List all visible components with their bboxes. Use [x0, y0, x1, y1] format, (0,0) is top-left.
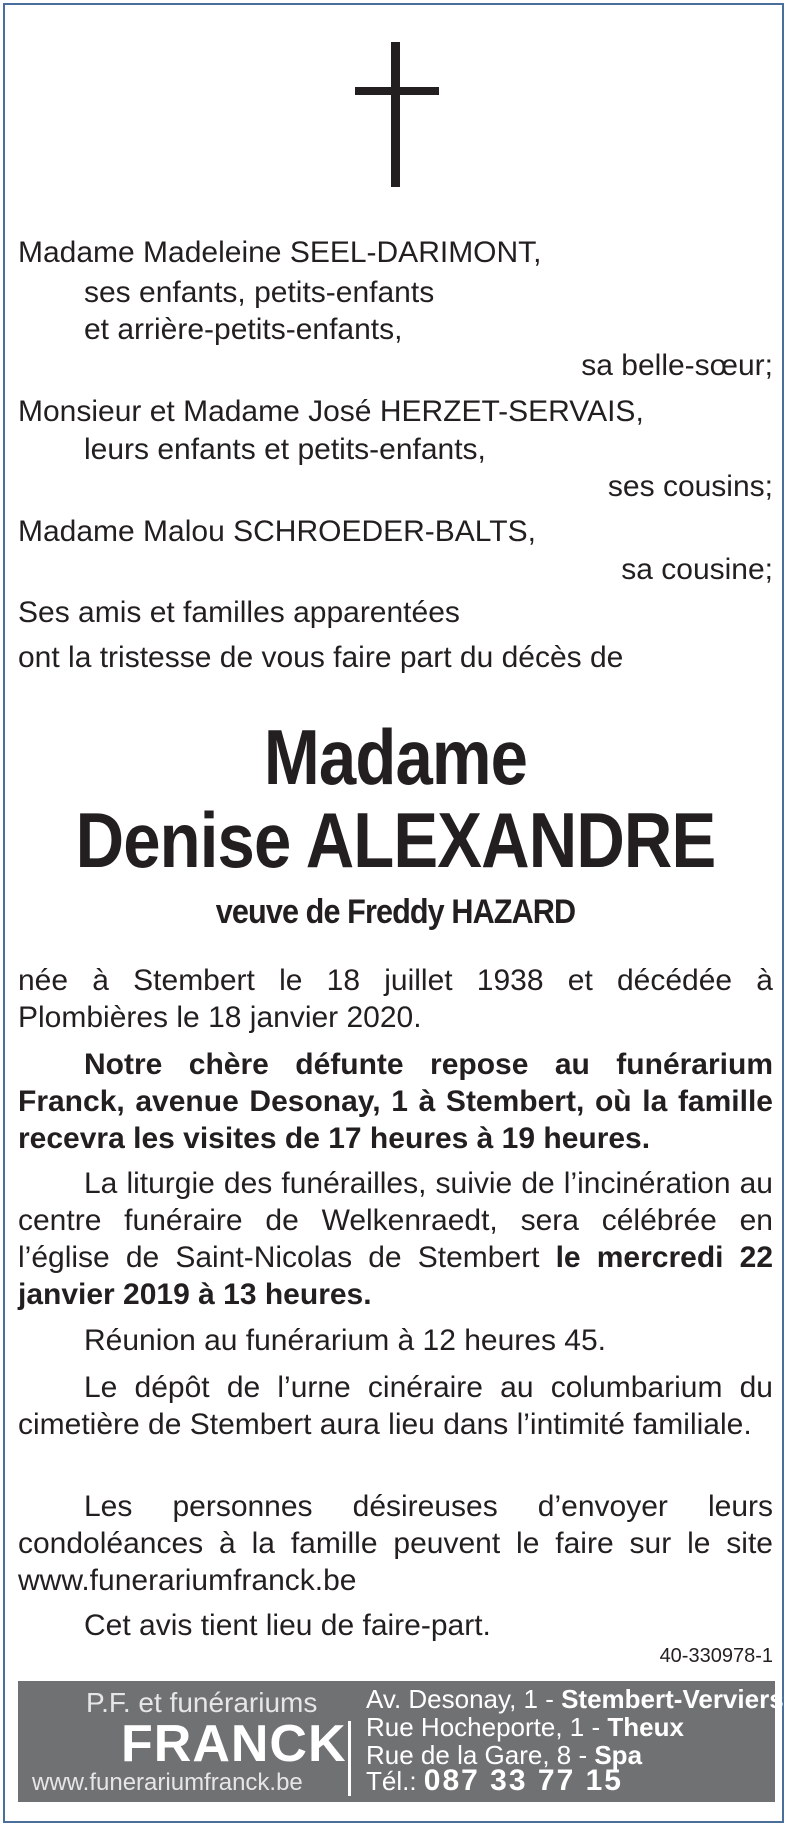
deceased-name: Denise ALEXANDRE [75, 796, 716, 884]
family-line: Ses amis et familles apparentées [18, 596, 460, 629]
funeral-home-footer [18, 1681, 784, 1802]
liturgy-text: La liturgie des funérailles, suivie de l’incinération au centre funéraire de Welkenraedt, sera célébrée en l’église de Saint-Nicolas de Stembert [18, 1167, 773, 1274]
reference-number: 40-330978-1 [659, 1645, 773, 1667]
footer-address: Rue de la Gare, 8 - Spa [366, 1740, 643, 1770]
family-line: leurs enfants et petits-enfants, [84, 433, 486, 466]
footer-pf: P.F. et funérariums [86, 1687, 318, 1718]
repose-paragraph: Notre chère défunte repose au funérarium Franck, avenue Desonay, 1 à Stembert, où la famille recevra les visites de 17 heures à 19 heures. [18, 1048, 773, 1155]
family-line: Monsieur et Madame José HERZET-SERVAIS, [18, 395, 644, 428]
deceased-title: Madame [263, 713, 528, 801]
widow-of: veuve de Freddy HAZARD [215, 893, 576, 931]
footer-divider [348, 1721, 351, 1796]
footer-phone: Tél.: 087 33 77 15 [366, 1764, 623, 1797]
family-line: Madame Malou SCHROEDER-BALTS, [18, 515, 536, 548]
footer-address: Av. Desonay, 1 - Stembert-Verviers [366, 1684, 784, 1714]
footer-website[interactable]: www.funerariumfranck.be [32, 1769, 303, 1796]
family-relation: sa belle-sœur; [581, 349, 773, 382]
family-relation: sa cousine; [621, 553, 773, 586]
family-line: et arrière-petits-enfants, [84, 313, 403, 346]
reunion-paragraph: Réunion au funérarium à 12 heures 45. [84, 1324, 607, 1357]
notice-paragraph: Cet avis tient lieu de faire-part. [84, 1609, 491, 1642]
liturgy-paragraph [18, 1165, 773, 1313]
announcement-line: ont la tristesse de vous faire part du décès de [18, 641, 624, 674]
cross-icon [355, 42, 439, 187]
condolences-paragraph: Les personnes désireuses d’envoyer leurs condoléances à la famille peuvent le faire sur le site www.funerariumfranck.be [18, 1490, 773, 1597]
footer-brand: FRANCK [121, 1715, 347, 1773]
family-line: ses enfants, petits-enfants [84, 276, 435, 309]
footer-address: Rue Hocheporte, 1 - Theux [366, 1712, 684, 1742]
liturgy-date: le mercredi 22 janvier 2019 à 13 heures. [18, 1241, 773, 1311]
birth-death-paragraph: née à Stembert le 18 juillet 1938 et décédée à Plombières le 18 janvier 2020. [18, 964, 773, 1034]
urn-paragraph: Le dépôt de l’urne cinéraire au columbarium du cimetière de Stembert aura lieu dans l’intimité familiale. [18, 1371, 773, 1441]
family-line: Madame Madeleine SEEL-DARIMONT, [18, 236, 542, 269]
family-relation: ses cousins; [607, 470, 773, 503]
